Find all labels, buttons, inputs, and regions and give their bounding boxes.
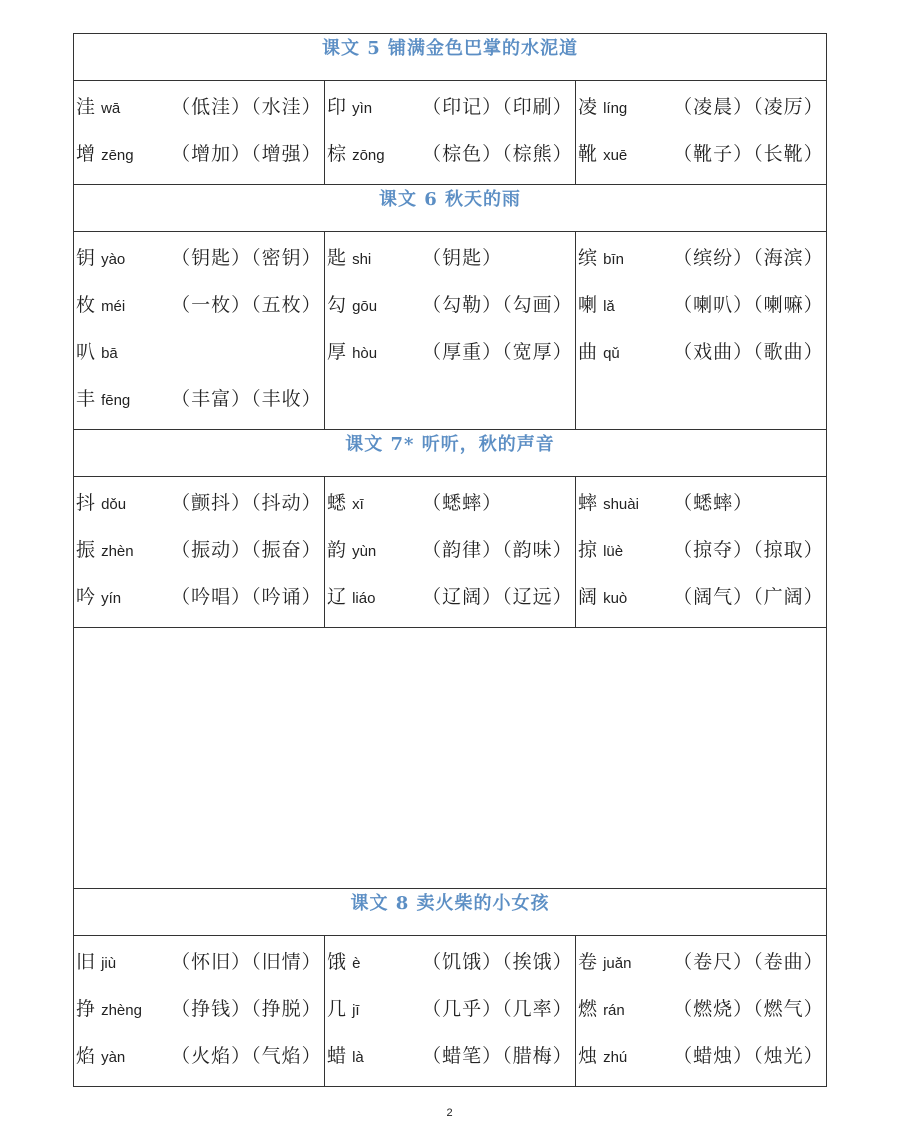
character-entry — [578, 1033, 824, 1080]
example-words: （火焰）（气焰） — [171, 1045, 322, 1067]
pinyin: shuài — [603, 496, 639, 513]
lesson-header-cell — [74, 889, 827, 936]
character: 凌 — [578, 96, 598, 118]
character: 辽 — [327, 586, 347, 608]
example-words: （钥匙） — [422, 247, 503, 269]
character: 旧 — [76, 951, 96, 973]
pinyin: kuò — [603, 590, 628, 607]
character: 烛 — [578, 1045, 598, 1067]
example-words: （蜡笔）（腊梅） — [422, 1045, 573, 1067]
character: 靴 — [578, 143, 598, 165]
pinyin: lüè — [603, 543, 624, 560]
pinyin: lǎ — [603, 298, 615, 315]
character-entry — [76, 480, 322, 527]
lesson-header-row — [74, 185, 827, 232]
example-words: （辽阔）（辽远） — [422, 586, 573, 608]
example-words: （颤抖）（抖动） — [171, 492, 322, 514]
lesson-header-cell — [74, 430, 827, 477]
character: 抖 — [76, 492, 96, 514]
character-column — [74, 232, 325, 430]
character: 蟋 — [327, 492, 347, 514]
lesson-title: 课文 6 秋天的雨 — [378, 189, 522, 210]
character-entry — [327, 939, 573, 986]
character: 韵 — [327, 539, 347, 561]
character-column — [576, 936, 827, 1087]
lesson-body-row — [74, 477, 827, 628]
character-entry — [327, 1033, 573, 1080]
character: 钥 — [76, 247, 96, 269]
character-entry — [327, 235, 573, 282]
pinyin: wā — [101, 100, 121, 117]
pinyin: shi — [352, 251, 372, 268]
pinyin: zhú — [603, 1049, 628, 1066]
lesson-title: 课文 8 卖火柴的小女孩 — [350, 893, 550, 914]
lesson-body-row — [74, 232, 827, 430]
example-words: （蟋蟀） — [673, 492, 754, 514]
character-entry — [578, 527, 824, 574]
pinyin: qǔ — [603, 345, 620, 362]
character: 印 — [327, 96, 347, 118]
pinyin: jī — [352, 1002, 360, 1019]
character: 缤 — [578, 247, 598, 269]
example-words: （掠夺）（掠取） — [673, 539, 824, 561]
character: 焰 — [76, 1045, 96, 1067]
character: 厚 — [327, 341, 347, 363]
lesson-header-cell — [74, 185, 827, 232]
character-column — [74, 936, 325, 1087]
character: 蟀 — [578, 492, 598, 514]
example-words: （韵律）（韵味） — [422, 539, 573, 561]
character-entry — [76, 329, 322, 376]
character-column — [576, 81, 827, 185]
lesson-header-row — [74, 34, 827, 81]
character-column — [74, 81, 325, 185]
character: 增 — [76, 143, 96, 165]
character: 挣 — [76, 998, 96, 1020]
pinyin: yào — [101, 251, 126, 268]
pinyin: yùn — [352, 543, 377, 560]
pinyin: bīn — [603, 251, 624, 268]
character-entry — [327, 480, 573, 527]
example-words: （燃烧）（燃气） — [673, 998, 824, 1020]
blank-area-row — [74, 628, 827, 889]
character-entry — [578, 574, 824, 621]
character-entry — [76, 939, 322, 986]
pinyin: zhèn — [101, 543, 134, 560]
lesson-body-row — [74, 936, 827, 1087]
example-words: （饥饿）（挨饿） — [422, 951, 573, 973]
example-words: （凌晨）（凌厉） — [673, 96, 824, 118]
pinyin: yín — [101, 590, 122, 607]
character: 丰 — [76, 388, 96, 410]
character-column — [325, 477, 576, 628]
character-entry — [76, 574, 322, 621]
pinyin: xī — [352, 496, 364, 513]
pinyin: è — [352, 955, 361, 972]
character-entry — [578, 480, 824, 527]
character-entry — [578, 235, 824, 282]
character: 卷 — [578, 951, 598, 973]
character-column — [325, 81, 576, 185]
character: 棕 — [327, 143, 347, 165]
character: 曲 — [578, 341, 598, 363]
pinyin: jiù — [101, 955, 117, 972]
character-entry — [578, 282, 824, 329]
example-words: （厚重）（宽厚） — [422, 341, 573, 363]
character-entry — [76, 527, 322, 574]
character: 叭 — [76, 341, 96, 363]
example-words: （棕色）（棕熊） — [422, 143, 573, 165]
character-entry — [327, 574, 573, 621]
character-entry — [327, 527, 573, 574]
example-words: （一枚）（五枚） — [171, 294, 322, 316]
example-words: （怀旧）（旧情） — [171, 951, 322, 973]
example-words: （几乎）（几率） — [422, 998, 573, 1020]
pinyin: méi — [101, 298, 126, 315]
example-words: （喇叭）（喇嘛） — [673, 294, 824, 316]
example-words: （靴子）（长靴） — [673, 143, 824, 165]
character-entry — [578, 84, 824, 131]
character-entry — [76, 282, 322, 329]
character: 振 — [76, 539, 96, 561]
character-column — [74, 477, 325, 628]
character-entry — [578, 939, 824, 986]
character-entry — [327, 329, 573, 376]
character-entry — [76, 376, 322, 423]
lesson-title: 课文 7* 听听，秋的声音 — [345, 434, 555, 455]
pinyin: yìn — [352, 100, 373, 117]
pinyin: juǎn — [603, 955, 632, 972]
example-words: （缤纷）（海滨） — [673, 247, 824, 269]
character: 几 — [327, 998, 347, 1020]
example-words: （蜡烛）（烛光） — [673, 1045, 824, 1067]
character-entry — [76, 235, 322, 282]
pinyin: yàn — [101, 1049, 126, 1066]
character: 勾 — [327, 294, 347, 316]
character-entry — [578, 131, 824, 178]
vocabulary-table — [73, 33, 827, 1087]
character-column — [576, 477, 827, 628]
character-entry — [327, 131, 573, 178]
lesson-title: 课文 5 铺满金色巴掌的水泥道 — [321, 38, 579, 59]
pinyin: gōu — [352, 298, 378, 315]
pinyin: là — [352, 1049, 364, 1066]
blank-area — [74, 628, 827, 889]
character: 饿 — [327, 951, 347, 973]
lesson-header-row — [74, 430, 827, 477]
example-words: （增加）（增强） — [171, 143, 322, 165]
example-words: （吟唱）（吟诵） — [171, 586, 322, 608]
example-words: （蟋蟀） — [422, 492, 503, 514]
character-entry — [578, 986, 824, 1033]
character: 洼 — [76, 96, 96, 118]
example-words: （戏曲）（歌曲） — [673, 341, 824, 363]
pinyin: bā — [101, 345, 118, 362]
example-words: （钥匙）（密钥） — [171, 247, 322, 269]
example-words: （勾勒）（勾画） — [422, 294, 573, 316]
character-entry — [327, 282, 573, 329]
character-entry — [578, 329, 824, 376]
character: 匙 — [327, 247, 347, 269]
example-words: （低洼）（水洼） — [171, 96, 322, 118]
character-column — [576, 232, 827, 430]
example-words: （阔气）（广阔） — [673, 586, 824, 608]
pinyin: zēng — [101, 147, 134, 164]
pinyin: líng — [603, 100, 628, 117]
lesson-header-cell — [74, 34, 827, 81]
example-words: （印记）（印刷） — [422, 96, 573, 118]
character-entry — [76, 131, 322, 178]
lesson-body-row — [74, 81, 827, 185]
character: 燃 — [578, 998, 598, 1020]
character-entry — [327, 84, 573, 131]
pinyin: dǒu — [101, 496, 127, 513]
example-words: （卷尺）（卷曲） — [673, 951, 824, 973]
character-entry — [76, 84, 322, 131]
lesson-header-row — [74, 889, 827, 936]
character-entry — [76, 986, 322, 1033]
character: 喇 — [578, 294, 598, 316]
character-column — [325, 936, 576, 1087]
pinyin: liáo — [352, 590, 376, 607]
character-entry — [76, 1033, 322, 1080]
vocabulary-sheet — [73, 33, 826, 1087]
pinyin: fēng — [101, 392, 131, 409]
character: 蜡 — [327, 1045, 347, 1067]
pinyin: rán — [603, 1002, 625, 1019]
character: 吟 — [76, 586, 96, 608]
character-entry — [327, 986, 573, 1033]
character: 掠 — [578, 539, 598, 561]
page-number: 2 — [446, 1107, 453, 1119]
pinyin: xuē — [603, 147, 628, 164]
pinyin: zōng — [352, 147, 385, 164]
pinyin: zhèng — [101, 1002, 142, 1019]
example-words: （丰富）（丰收） — [171, 388, 322, 410]
example-words: （振动）（振奋） — [171, 539, 322, 561]
character-column — [325, 232, 576, 430]
character: 枚 — [76, 294, 96, 316]
pinyin: hòu — [352, 345, 378, 362]
example-words: （挣钱）（挣脱） — [171, 998, 322, 1020]
character: 阔 — [578, 586, 598, 608]
